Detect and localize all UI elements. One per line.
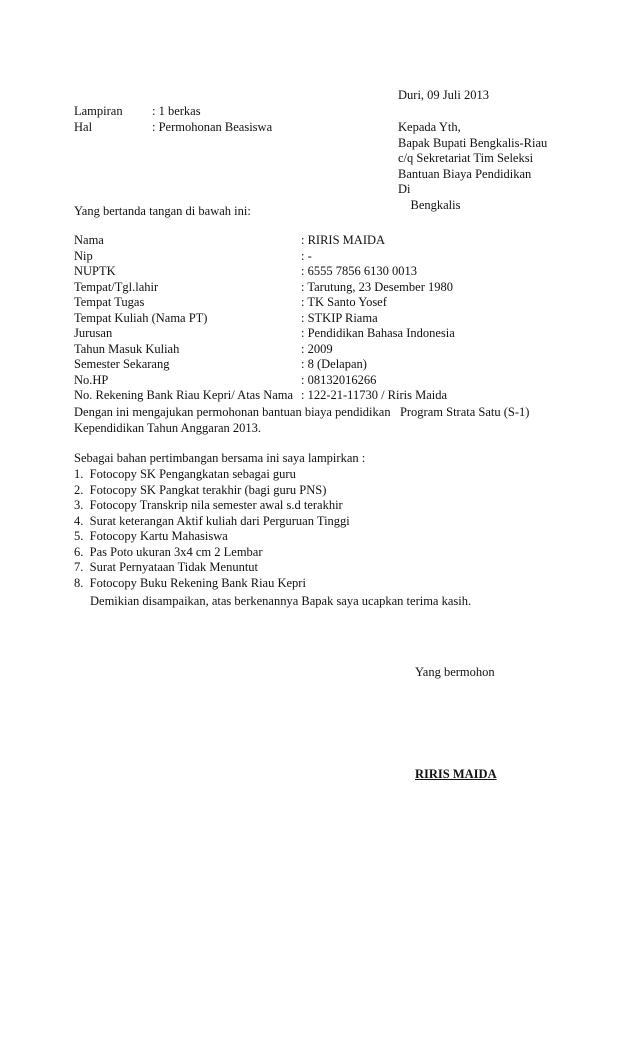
field-row <box>74 326 455 342</box>
field-label: Tempat/Tgl.lahir <box>74 279 159 294</box>
letter-meta <box>74 104 272 135</box>
attachment-item: 6. Pas Poto ukuran 3x4 cm 2 Lembar <box>74 544 263 559</box>
field-row <box>74 388 455 404</box>
field-label: Nip <box>74 248 93 263</box>
field-value: : RIRIS MAIDA <box>301 233 386 247</box>
field-value: : 08132016266 <box>301 372 377 387</box>
meta-value: : Permohonan Beasiswa <box>152 119 273 134</box>
recipient-line: c/q Sekretariat Tim Seleksi <box>398 151 534 165</box>
field-row <box>74 233 455 249</box>
field-value: : 6555 7856 6130 0013 <box>301 264 417 278</box>
request-line: Kependidikan Tahun Anggaran 2013. <box>74 420 262 435</box>
field-label: No.HP <box>74 372 109 387</box>
meta-label: Hal <box>74 119 93 134</box>
meta-value: : 1 berkas <box>152 104 201 118</box>
attachment-item: 8. Fotocopy Buku Rekening Bank Riau Kepri <box>74 575 306 590</box>
field-label: Jurusan <box>74 326 113 340</box>
field-label: Tempat Kuliah (Nama PT) <box>74 310 208 325</box>
request-paragraph <box>74 405 529 436</box>
field-label: NUPTK <box>74 264 116 278</box>
attachment-item: 2. Fotocopy SK Pangkat terakhir (bagi guru PNS) <box>74 482 327 497</box>
attachment-item: 3. Fotocopy Transkrip nila semester awal s.d terakhir <box>74 498 343 512</box>
field-row <box>74 357 455 373</box>
field-value: : - <box>301 248 312 263</box>
letter-date: Duri, 09 Juli 2013 <box>398 88 489 102</box>
identity-fields <box>74 233 455 404</box>
recipient-line: Bapak Bupati Bengkalis-Riau <box>398 135 548 150</box>
signer-name: RIRIS MAIDA <box>415 767 497 781</box>
attachment-item: 4. Surat keterangan Aktif kuliah dari Perguruan Tinggi <box>74 513 350 528</box>
recipient-line: Bengkalis <box>398 197 461 212</box>
meta-label: Lampiran <box>74 104 123 118</box>
recipient-line: Kepada Yth, <box>398 120 461 134</box>
field-value: : STKIP Riama <box>301 310 378 325</box>
field-value: : 8 (Delapan) <box>301 357 367 371</box>
field-value: : 122-21-11730 / Riris Maida <box>301 388 448 402</box>
attachment-item: 7. Surat Pernyataan Tidak Menuntut <box>74 560 259 574</box>
attachments-list <box>74 467 350 591</box>
closing-text: Demikian disampaikan, atas berkenannya Bapak saya ucapkan terima kasih. <box>90 594 472 608</box>
field-row <box>74 295 455 311</box>
field-row <box>74 373 455 389</box>
field-row <box>74 280 455 296</box>
recipient-block <box>398 120 547 213</box>
field-row <box>74 311 455 327</box>
field-label: Nama <box>74 233 104 247</box>
recipient-line: Bantuan Biaya Pendidikan <box>398 166 532 181</box>
field-label: No. Rekening Bank Riau Kepri/ Atas Nama <box>74 388 294 402</box>
attachments-intro: Sebagai bahan pertimbangan bersama ini saya lampirkan : <box>74 451 366 465</box>
request-line: Dengan ini mengajukan permohonan bantuan biaya pendidikan Program Strata Satu (S-1) <box>74 405 530 419</box>
attachment-item: 1. Fotocopy SK Pengangkatan sebagai guru <box>74 467 296 481</box>
field-row <box>74 264 455 280</box>
field-value: : Pendidikan Bahasa Indonesia <box>301 326 455 340</box>
field-value: : Tarutung, 23 Desember 1980 <box>301 279 453 294</box>
intro-text: Yang bertanda tangan di bawah ini: <box>74 204 251 218</box>
field-label: Tempat Tugas <box>74 295 145 309</box>
field-value: : TK Santo Yosef <box>301 295 387 309</box>
attachment-item: 5. Fotocopy Kartu Mahasiswa <box>74 529 228 543</box>
field-row <box>74 249 455 265</box>
recipient-line: Di <box>398 182 411 196</box>
signoff-text: Yang bermohon <box>415 665 495 679</box>
field-label: Semester Sekarang <box>74 357 170 371</box>
field-row <box>74 342 455 358</box>
field-label: Tahun Masuk Kuliah <box>74 341 180 356</box>
field-value: : 2009 <box>301 341 333 356</box>
